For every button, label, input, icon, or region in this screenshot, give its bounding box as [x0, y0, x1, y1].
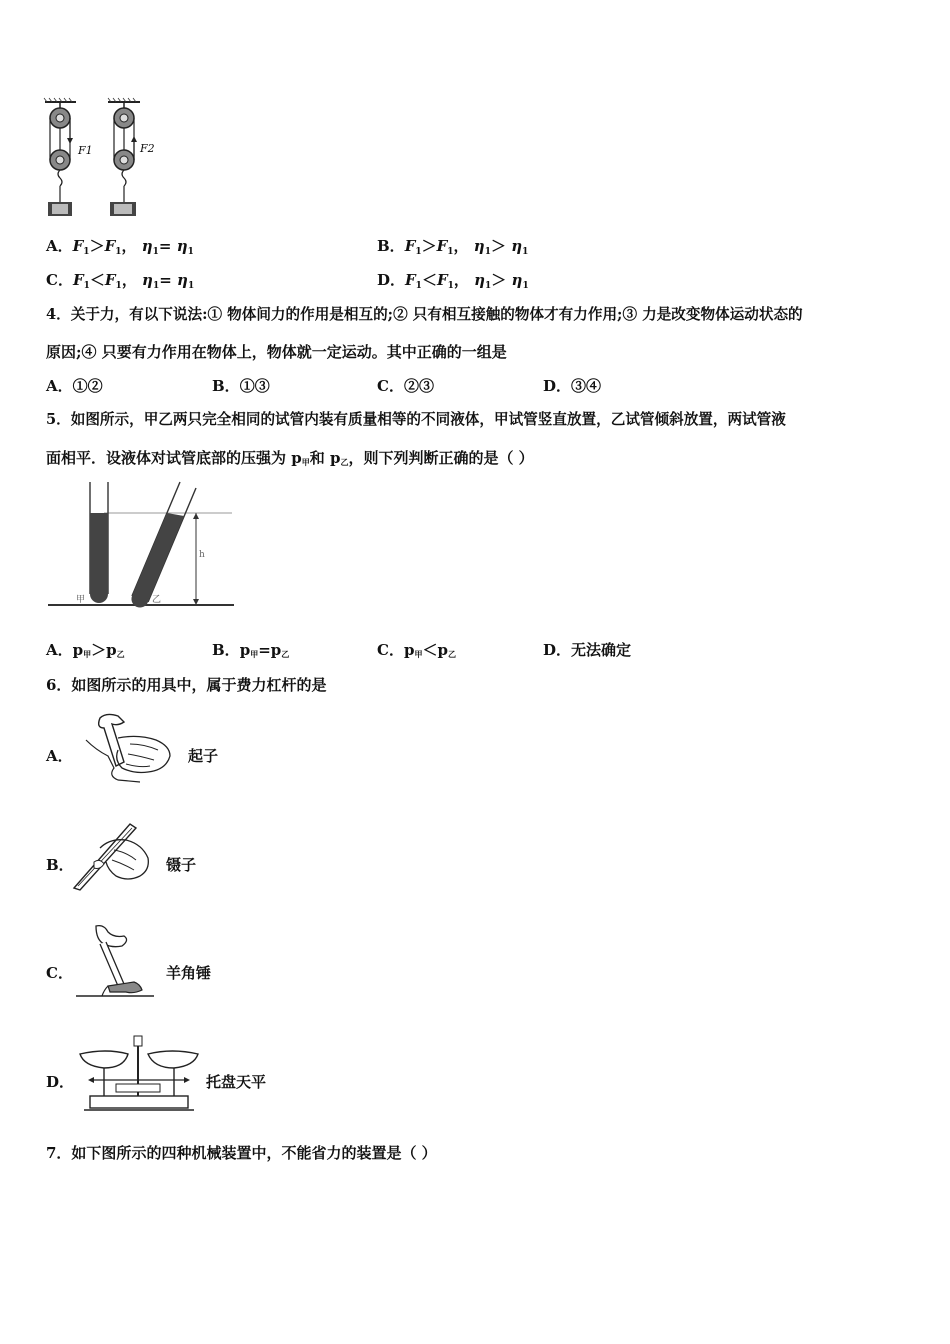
- q4-stem-line1: 4．关于力，有以下说法:① 物体间力的作用是相互的;② 只有相互接触的物体才有力作用;③ 力是改变物体运动状态的: [46, 306, 803, 323]
- q3-option-c: C．$F_1<F_1$， $\eta_1= \eta_1$: [46, 271, 195, 291]
- q6-bottle-opener-figure: [78, 710, 183, 785]
- q5-stem-line1: 5．如图所示，甲乙两只完全相同的试管内装有质量相等的不同液体，甲试管竖直放置，乙试管倾斜放置，两试管液: [46, 411, 786, 428]
- q4-option-d: D．③④: [543, 377, 602, 395]
- q3-option-d: D．$F_1<F_1$， $\eta_1> \eta_1$: [377, 271, 529, 291]
- q5-label-yi: 乙: [152, 595, 162, 605]
- q4-option-c: C．②③: [377, 377, 434, 395]
- q6-option-b-label: 镊子: [166, 856, 197, 874]
- q6-option-c-letter: C．: [46, 964, 73, 982]
- q6-option-a-label: 起子: [188, 747, 219, 765]
- q7-stem: 7．如下图所示的四种机械装置中，不能省力的装置是（ ）: [46, 1144, 437, 1162]
- q6-stem: 6．如图所示的用具中，属于费力杠杆的是: [46, 676, 327, 694]
- q6-option-d-letter: D．: [46, 1073, 75, 1091]
- tray-balance-icon: [76, 1034, 201, 1114]
- q6-option-c-label: 羊角锤: [166, 964, 212, 982]
- q3-option-a: A．$F_1>F_1$， $\eta_1= \eta_1$: [46, 237, 194, 257]
- q4-option-b: B．①③: [212, 377, 270, 395]
- q6-claw-hammer-figure: [74, 922, 164, 1000]
- q6-option-b-letter: B．: [46, 856, 74, 874]
- q5-stem-line2: 面相平．设液体对试管底部的压强为 p甲和 p乙，则下列判断正确的是（ ）: [46, 449, 534, 467]
- tweezers-icon: [70, 818, 165, 893]
- q3-label-f1: F1: [78, 144, 93, 157]
- q5-label-jia: 甲: [76, 595, 86, 605]
- q6-tray-balance-figure: [76, 1034, 201, 1114]
- q4-option-a: A．①②: [46, 377, 103, 395]
- q5-option-d: D．无法确定: [543, 641, 632, 659]
- bottle-opener-icon: [78, 710, 183, 785]
- q5-option-b: B．p甲=p乙: [212, 641, 290, 659]
- q3-pulley-figure: [40, 98, 170, 220]
- q6-option-a-letter: A．: [46, 747, 73, 765]
- test-tube-diagram: [44, 478, 239, 610]
- q6-tweezers-figure: [70, 818, 165, 893]
- q5-option-c: C．p甲＜p乙: [377, 641, 456, 659]
- q3-option-b: B．$F_1>F_1$， $\eta_1> \eta_1$: [377, 237, 529, 257]
- q4-stem-line2: 原因;④ 只要有力作用在物体上，物体就一定运动。其中正确的一组是: [46, 343, 507, 361]
- claw-hammer-icon: [74, 922, 164, 1000]
- pulley-diagram: [40, 98, 170, 220]
- q5-option-a: A．p甲＞p乙: [46, 641, 125, 659]
- q3-label-f2: F2: [140, 142, 155, 155]
- q5-label-h: h: [199, 550, 205, 560]
- q5-test-tube-figure: [44, 478, 239, 610]
- q6-option-d-label: 托盘天平: [206, 1073, 267, 1091]
